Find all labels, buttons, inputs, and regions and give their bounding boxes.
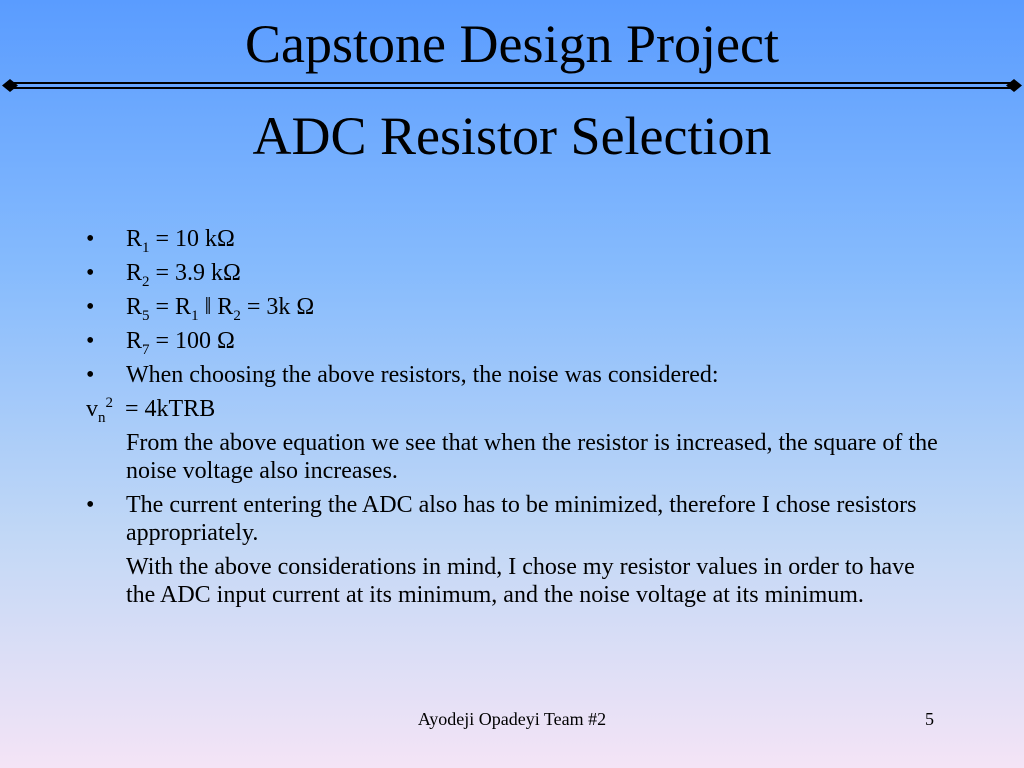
r2-subscript: 2 bbox=[142, 273, 150, 290]
equation-superscript: 2 bbox=[105, 395, 113, 411]
footer-author: Ayodeji Opadeyi Team #2 bbox=[417, 709, 607, 729]
bullet-r1 bbox=[86, 225, 946, 256]
r5-symbol: R bbox=[126, 294, 143, 320]
r2-value: = 3.9 kΩ bbox=[149, 260, 241, 286]
current-text: The current entering the ADC also has to be minimized, therefore I chose resistors appropriately. bbox=[126, 492, 917, 546]
slide-subtitle: ADC Resistor Selection bbox=[252, 106, 772, 166]
bullet-marker: • bbox=[86, 260, 95, 286]
slide-body bbox=[86, 225, 946, 615]
bullet-marker: • bbox=[86, 362, 95, 388]
bullet-marker: • bbox=[86, 492, 95, 518]
r5-r2-subscript: 2 bbox=[233, 307, 241, 324]
slide-number: 5 bbox=[925, 709, 934, 729]
bullet-r7 bbox=[86, 327, 946, 358]
bullet-r5 bbox=[86, 293, 946, 324]
r5-value: = 3k Ω bbox=[240, 294, 315, 320]
slide-title: Capstone Design Project bbox=[245, 14, 779, 74]
r7-value: = 100 Ω bbox=[149, 328, 235, 354]
r5-eq-r1: = R bbox=[149, 294, 192, 320]
noise-intro-text: When choosing the above resistors, the noise was considered: bbox=[126, 362, 719, 388]
r7-subscript: 7 bbox=[142, 341, 150, 358]
bullet-marker: • bbox=[86, 294, 95, 320]
noise-explanation: From the above equation we see that when the resistor is increased, the square of the noise voltage also increases. bbox=[126, 430, 938, 484]
r1-value: = 10 kΩ bbox=[149, 226, 235, 252]
bullet-current bbox=[86, 491, 946, 547]
equation-symbol: v bbox=[86, 396, 98, 422]
bullet-noise-intro bbox=[86, 361, 946, 389]
bullet-r2 bbox=[86, 259, 946, 290]
r5-r1-subscript: 1 bbox=[191, 307, 199, 324]
r2-symbol: R bbox=[126, 260, 143, 286]
equation-subscript: n bbox=[98, 409, 106, 426]
equation-rhs: = 4kTRB bbox=[113, 396, 216, 422]
divider-diamond-right bbox=[1006, 79, 1022, 92]
bullet-marker: • bbox=[86, 226, 95, 252]
bullet-marker: • bbox=[86, 328, 95, 354]
title-divider bbox=[0, 74, 1024, 98]
divider-diamond-left bbox=[2, 79, 18, 92]
r1-subscript: 1 bbox=[142, 239, 150, 256]
conclusion-paragraph: With the above considerations in mind, I chose my resistor values in order to have the ADC input current at its minimum, and the noise voltage at its minimum. bbox=[126, 554, 915, 608]
noise-equation bbox=[86, 395, 946, 426]
r5-parallel-r2: ǁ R bbox=[198, 294, 234, 320]
r1-symbol: R bbox=[126, 226, 143, 252]
r7-symbol: R bbox=[126, 328, 143, 354]
r5-subscript: 5 bbox=[142, 307, 150, 324]
